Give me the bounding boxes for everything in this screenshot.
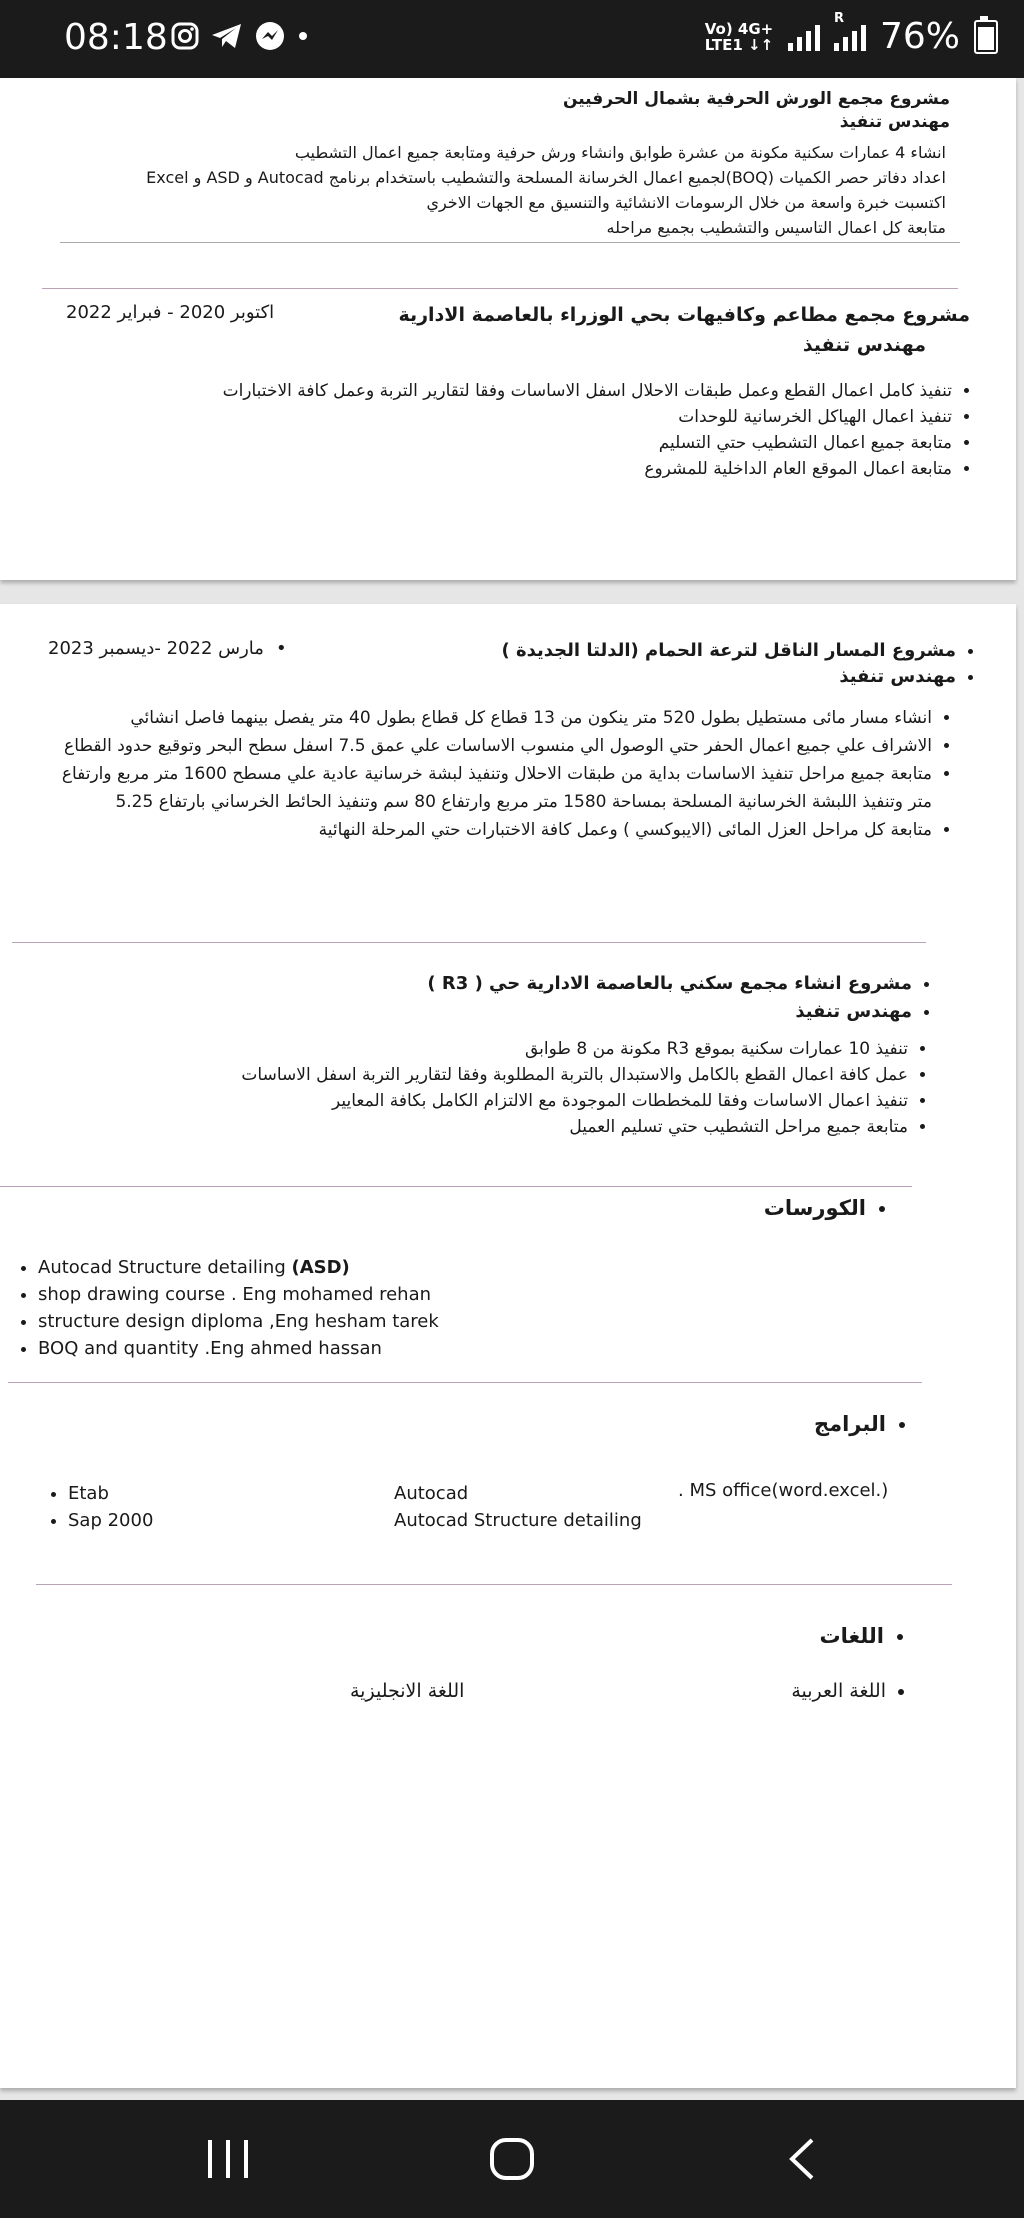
list-item: • متابعة جميع مراحل تنفيذ الاساسات بداية من طبقات الاحلال وتنفيذ لبشة خرسانية عادية علي مسطح 1600 متر مربع وارتفاع متر وتنفيذ اللبشة الخرسانية المسلحة بمساحة 1580 متر مربع وارتفاع 80 سم وتنفيذ الحائط الخرساني بارتفاع 5.25 — [52, 760, 932, 816]
project-items-list — [223, 378, 976, 482]
list-item: • متابعة كل مراحل العزل المائى (الايبوكسي ) وعمل كافة الاختبارات حتي المرحلة النهائية — [52, 816, 932, 844]
programs-heading: • البرامج — [814, 1412, 886, 1436]
project-role: • مهندس تنفيذ — [502, 664, 957, 690]
languages-list — [791, 1680, 910, 1702]
project-header-list — [427, 970, 936, 1026]
list-item: • تنفيذ اعمال الاساسات وفقا للمخططات الموجودة مع الالتزام الكامل بكافة المعايير — [241, 1088, 908, 1114]
status-bar — [0, 0, 1024, 78]
telegram-icon — [210, 21, 244, 51]
programs-list — [40, 1480, 153, 1534]
roaming-label: R — [833, 10, 844, 26]
project-title: • مشروع انشاء مجمع سكني بالعاصمة الادارية حي ( R3 ) — [427, 970, 912, 998]
project-line: اكتسبت خبرة واسعة من خلال الرسومات الانشائية والتنسيق مع الجهات الاخري — [426, 193, 946, 212]
section-heading-list — [814, 1412, 910, 1436]
project-date-row — [48, 638, 287, 659]
section-heading-list — [764, 1196, 890, 1220]
courses-heading: • الكورسات — [764, 1196, 866, 1220]
project-items-list — [241, 1036, 932, 1140]
project-line: انشاء 4 عمارات سكنية مكونة من عشرة طوابق وانشاء ورش حرفية ومتابعة جميع اعمال التشطيب — [294, 143, 946, 162]
program-item: Autocad — [394, 1483, 469, 1504]
list-item: • متابعة جميع مراحل التشطيب حتي تسليم العميل — [241, 1114, 908, 1140]
language-item: اللغة الانجليزية — [350, 1680, 465, 1702]
project-line: متابعة كل اعمال التاسيس والتشطيب بجميع مراحله — [606, 218, 946, 237]
list-item: • تنفيذ كامل اعمال القطع وعمل طبقات الاحلال اسفل الاساسات وفقا لتقارير التربة وعمل كافة الاختبارات — [223, 378, 952, 404]
clock: 08:18 — [64, 17, 168, 58]
project-title: مشروع مجمع مطاعم وكافيهات بحي الوزراء بالعاصمة الادارية — [398, 304, 970, 326]
list-item: • الاشراف علي جميع اعمال الحفر حتي الوصول الي منسوب الاساسات علي عمق 7.5 اسفل سطح البحر وتوقيع حدود القطاع — [52, 732, 932, 760]
course-abbreviation: (ASD) — [291, 1257, 350, 1278]
list-item: • تنفيذ 10 عمارات سكنية بموقع R3 مكونة من 8 طوابق — [241, 1036, 908, 1062]
signal-icon — [788, 23, 820, 51]
home-button[interactable] — [488, 2136, 536, 2182]
battery-icon — [974, 20, 998, 54]
project-title: مشروع مجمع الورش الحرفية بشمال الحرفيين — [562, 89, 950, 109]
notification-icons — [170, 20, 310, 52]
program-item: . MS office(word.excel.) — [678, 1480, 889, 1501]
list-item: • عمل كافة اعمال القطع بالكامل والاستبدال بالتربة المطلوبة وفقا لتقارير التربة اسفل الاساسات — [241, 1062, 908, 1088]
program-item: • Sap 2000 — [68, 1507, 153, 1534]
project-header-list — [502, 638, 981, 690]
list-item: • متابعة اعمال الموقع العام الداخلية للمشروع — [223, 456, 952, 482]
network-indicator: Vo) 4G+ LTE1 ↓↑ — [704, 19, 774, 54]
project-title: • مشروع المسار الناقل لترعة الحمام (الدلتا الجديدة ) — [502, 638, 957, 664]
instagram-icon — [170, 21, 200, 51]
dot-icon — [296, 29, 310, 43]
course-item: • structure design diploma ,Eng hesham tarek — [38, 1308, 439, 1335]
bullet: • — [275, 638, 287, 659]
list-item: • متابعة جميع اعمال التشطيب حتي التسليم — [223, 430, 952, 456]
program-item: • Etab — [68, 1480, 153, 1507]
project-role: مهندس تنفيذ — [839, 112, 950, 132]
project-items-list — [52, 704, 956, 844]
programs-column-2 — [394, 1480, 642, 1534]
navigation-bar — [0, 2100, 1024, 2218]
course-item: • shop drawing course . Eng mohamed rehan — [38, 1281, 439, 1308]
messenger-icon — [254, 20, 286, 52]
project-role: • مهندس تنفيذ — [427, 998, 912, 1026]
languages-heading: • اللغات — [820, 1624, 885, 1648]
document-page-2 — [0, 604, 1016, 2088]
project-date: مارس 2022 -ديسمبر 2023 — [48, 638, 264, 659]
document-page-1 — [0, 78, 1016, 580]
course-item: • BOQ and quantity .Eng ahmed hassan — [38, 1335, 439, 1362]
back-button[interactable] — [784, 2136, 820, 2182]
courses-list — [10, 1254, 439, 1362]
course-item: • Autocad Structure detailing (ASD) — [38, 1254, 439, 1281]
list-item: • انشاء مسار مائى مستطيل بطول 520 متر ينكون من 13 قطاع كل قطاع بطول 40 متر يفصل بينهما فاصل انشائي — [52, 704, 932, 732]
list-item: • تنفيذ اعمال الهياكل الخرسانية للوحدات — [223, 404, 952, 430]
project-line: اعداد دفاتر حصر الكميات (BOQ)لجميع اعمال الخرسانة المسلحة والتشطيب باستخدام برنامج Autocad و ASD و Excel — [146, 168, 946, 187]
project-date: اكتوبر 2020 - فبراير 2022 — [66, 302, 275, 323]
language-item: • اللغة العربية — [791, 1680, 886, 1702]
recent-apps-button[interactable] — [204, 2138, 252, 2180]
signal-sim2-icon — [833, 10, 866, 51]
battery-percent: 76% — [879, 16, 960, 57]
section-heading-list — [820, 1624, 909, 1648]
project-role: مهندس تنفيذ — [802, 334, 926, 356]
program-item: Autocad Structure detailing — [394, 1510, 642, 1531]
